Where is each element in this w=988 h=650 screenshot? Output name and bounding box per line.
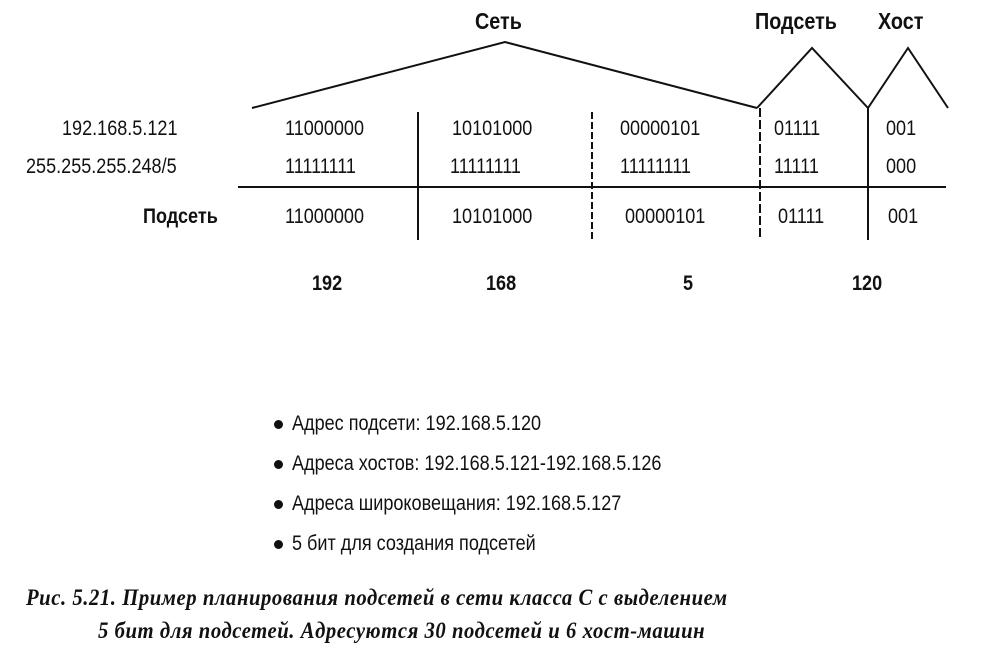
bullet-subnet-bits: 5 бит для создания подсетей xyxy=(274,532,575,556)
bullet-icon xyxy=(274,420,283,429)
ip-address-label: 192.168.5.121 xyxy=(62,117,178,140)
mask-octet-1: 11111111 xyxy=(285,155,356,178)
bullet-icon xyxy=(274,500,283,509)
ip-octet-2: 10101000 xyxy=(452,117,533,140)
subnet-bracket xyxy=(757,48,868,108)
network-bracket xyxy=(252,42,757,108)
subnet-row-label: Подсеть xyxy=(143,205,218,228)
figure-caption-line-1: Рис. 5.21. Пример планирования подсетей в сети класса С с выделением xyxy=(26,585,728,610)
decimal-octet-1: 192 xyxy=(312,272,343,295)
mask-subnet-bits: 11111 xyxy=(774,155,819,178)
decimal-octet-3: 5 xyxy=(683,272,694,295)
bullet-icon xyxy=(274,540,283,549)
bullet-subnet-address: Адрес подсети: 192.168.5.120 xyxy=(274,412,582,436)
subnet-header: Подсеть xyxy=(755,8,837,34)
ip-host-bits: 001 xyxy=(886,117,917,140)
mask-octet-2: 11111111 xyxy=(450,155,521,178)
figure-caption-line-2: 5 бит для подсетей. Адресуются 30 подсетей и 6 хост-машин xyxy=(98,618,706,643)
mask-label: 255.255.255.248/5 xyxy=(26,155,177,178)
mask-octet-3: 11111111 xyxy=(620,155,691,178)
network-header: Сеть xyxy=(475,8,522,34)
mask-host-bits: 000 xyxy=(886,155,917,178)
subnet-octet-3: 00000101 xyxy=(625,205,706,228)
host-header: Хост xyxy=(878,8,924,34)
bullet-host-addresses: Адреса хостов: 192.168.5.121-192.168.5.126 xyxy=(274,452,722,476)
host-bracket xyxy=(868,48,948,108)
subnet-subnet-bits: 01111 xyxy=(778,205,825,228)
decimal-octet-2: 168 xyxy=(486,272,517,295)
decimal-octet-4: 120 xyxy=(852,272,883,295)
subnet-host-bits: 001 xyxy=(888,205,919,228)
subnet-octet-1: 11000000 xyxy=(285,205,365,228)
ip-octet-1: 11000000 xyxy=(285,117,365,140)
subnet-octet-2: 10101000 xyxy=(452,205,533,228)
ip-subnet-bits: 01111 xyxy=(774,117,821,140)
bullet-icon xyxy=(274,460,283,469)
bullet-broadcast-address: Адреса широковещания: 192.168.5.127 xyxy=(274,492,675,516)
ip-octet-3: 00000101 xyxy=(620,117,701,140)
